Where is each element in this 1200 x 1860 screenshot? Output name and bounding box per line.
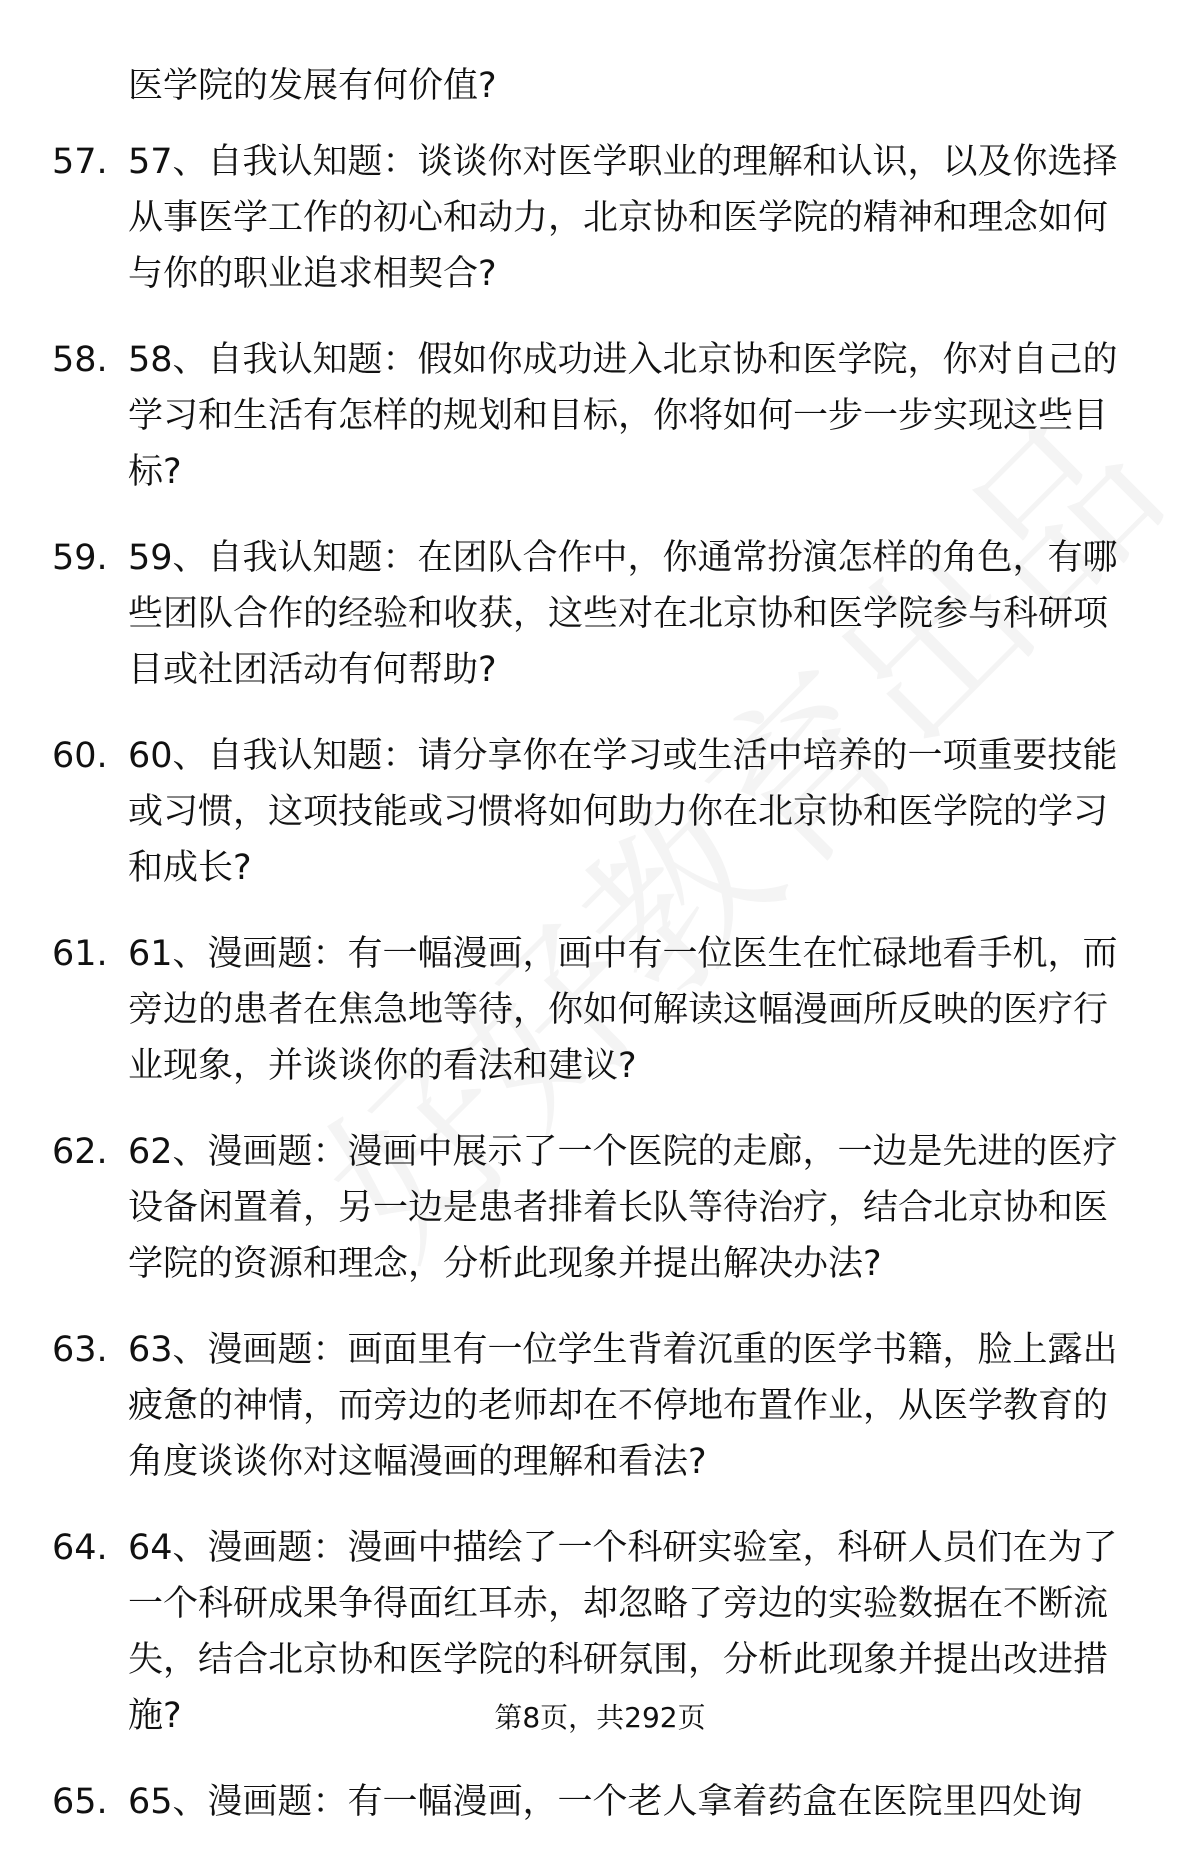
- list-item: [0, 926, 1200, 1094]
- question-number: 65.: [52, 1782, 108, 1822]
- question-text: 64、漫画题：漫画中描绘了一个科研实验室，科研人员们在为了一个科研成果争得面红耳赤，却忽略了旁边的实验数据在不断流失，结合北京协和医学院的科研氛围，分析此现象并提出改进措施?: [128, 1528, 1118, 1736]
- question-text: 63、漫画题：画面里有一位学生背着沉重的医学书籍，脸上露出疲惫的神情，而旁边的老师却在不停地布置作业，从医学教育的角度谈谈你对这幅漫画的理解和看法?: [128, 1330, 1118, 1482]
- question-text: 57、自我认知题：谈谈你对医学职业的理解和认识，以及你选择从事医学工作的初心和动力，北京协和医学院的精神和理念如何与你的职业追求相契合?: [128, 142, 1118, 294]
- question-text: 65、漫画题：有一幅漫画，一个老人拿着药盒在医院里四处询: [128, 1782, 1083, 1822]
- question-text: 59、自我认知题：在团队合作中，你通常扮演怎样的角色，有哪些团队合作的经验和收获，这些对在北京协和医学院参与科研项目或社团活动有何帮助?: [128, 538, 1118, 690]
- continuation-text: 医学院的发展有何价值?: [128, 66, 497, 106]
- list-item: [0, 332, 1200, 500]
- list-item: [0, 1322, 1200, 1490]
- question-number: 61.: [52, 934, 108, 974]
- question-text: 61、漫画题：有一幅漫画，画中有一位医生在忙碌地看手机，而旁边的患者在焦急地等待，你如何解读这幅漫画所反映的医疗行业现象，并谈谈你的看法和建议?: [128, 934, 1118, 1086]
- question-number: 57.: [52, 142, 108, 182]
- question-number: 59.: [52, 538, 108, 578]
- question-text: 58、自我认知题：假如你成功进入北京协和医学院，你对自己的学习和生活有怎样的规划和目标，你将如何一步一步实现这些目标?: [128, 340, 1118, 492]
- question-number: 58.: [52, 340, 108, 380]
- question-list: [0, 134, 1200, 1860]
- list-item: [0, 728, 1200, 896]
- question-number: 64.: [52, 1528, 108, 1568]
- question-number: 63.: [52, 1330, 108, 1370]
- list-item: [0, 134, 1200, 302]
- list-item: [0, 1124, 1200, 1292]
- page-footer: 第8页，共292页: [494, 1701, 706, 1734]
- question-text: 62、漫画题：漫画中展示了一个医院的走廊，一边是先进的医疗设备闲置着，另一边是患者排着长队等待治疗，结合北京协和医学院的资源和理念，分析此现象并提出解决办法?: [128, 1132, 1118, 1284]
- list-item: [0, 530, 1200, 698]
- list-item: [0, 1774, 1200, 1830]
- question-number: 62.: [52, 1132, 108, 1172]
- question-text: 60、自我认知题：请分享你在学习或生活中培养的一项重要技能或习惯，这项技能或习惯将如何助力你在北京协和医学院的学习和成长?: [128, 736, 1118, 888]
- question-number: 60.: [52, 736, 108, 776]
